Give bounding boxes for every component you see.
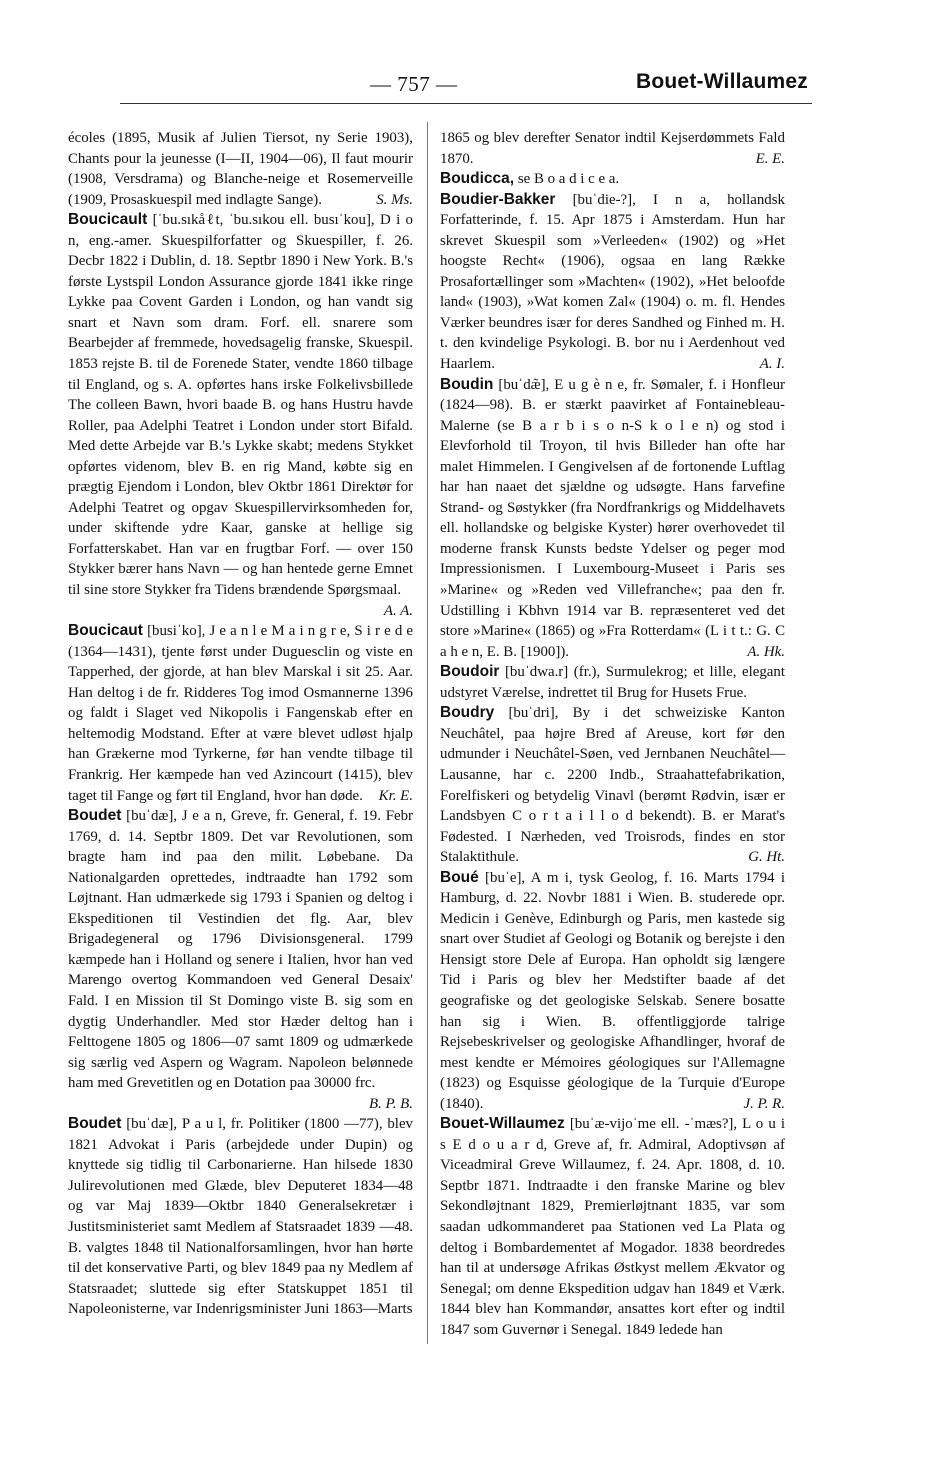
entry-signature: E. E. bbox=[755, 150, 785, 167]
entry-boudoir bbox=[440, 662, 785, 703]
entry-boucicault-dion bbox=[68, 210, 413, 619]
entry-signature: G. Ht. bbox=[748, 849, 785, 866]
entry-signature: A. A. bbox=[383, 602, 413, 619]
entry-text: [buˈæ-vijoˈme ell. -ˈmæs?], L o u i s E d o u a r d, Greve af, fr. Admiral, Adoptivsøn af Viceadmiral Greve Willaumez, f. 24. Apr. 1808, d. 10. Septbr 1871. Indtraadte i den franske Marine og blev Sekondløjtnant 1829, Premierløjtnant 1835, var som saadan udkommanderet paa Stationen ved La Plata og deltog i Bombardementet af Mogador. 1838 beordredes han til at undersøge Afrikas Østkyst mellem Ækvator og Senegal; om denne Ekspedition udgav han 1849 et Værk. 1844 blev han Kommandør, ansattes kort efter og indtil 1847 som Guvernør i Senegal. 1849 ledede han bbox=[440, 1116, 785, 1338]
head-word: Bouet-Willaumez bbox=[440, 1115, 565, 1133]
left-column bbox=[68, 128, 413, 1320]
entry-text: [buˈdæ], J e a n, Greve, fr. General, f. 19. Febr 1769, d. 14. Septbr 1809. Det var Revolutionen, som bragte ham ind paa den milit. Løbebane. Da Nationalgarden oprettedes, indtraadte han 1792 som Løjtnant. Han udmærkede sig 1793 i Spanien og deltog i Ekspeditionen til Vestindien det flg. Aar, blev Brigadegeneral og 1796 Divisionsgeneral. 1799 kæmpede han i Holland og senere i Italien, hvor han ved Marengo overtog Kommandoen ved General Desaix' Fald. I en Mission til St Domingo viste B. sig som en dygtig Underhandler. Med stor Hæder deltog han i Felttogene 1805 og 1806—07 samt 1809 og udmærkede sig særlig ved Aspern og Wagram. Napoleon belønnede ham med Grevetitlen og en Dotation paa 30000 frc. bbox=[68, 808, 413, 1092]
page-number: — 757 — bbox=[370, 72, 458, 96]
entry-text: [busiˈko], J e a n l e M a i n g r e, S i r e d e (1364—1431), tjente først under Duguesclin og viste en Tapperhed, der gjorde, at han blev Marskal i sit 25. Aar. Han deltog i de fr. Ridderes Tog imod Osmannerne 1396 og faldt i Slaget ved Nikopolis i Fangenskab efter en heltemodig Modstand. Efter at være blevet udløst hjalp han Grækerne mod Tyrkerne, før han vendte tilbage til Frankrig. Her kæmpede han ved Azincourt (1415), blev taget til Fange og ført til England, hvor han døde. bbox=[68, 623, 413, 804]
entry-text: se B o a d i c e a. bbox=[517, 171, 620, 188]
entry-boucicaut bbox=[68, 621, 413, 806]
entry-text: écoles (1895, Musik af Julien Tiersot, ny Serie 1903), Chants pour la jeunesse (I—II, 1904—06), Il faut mourir (1908, Versdrama) og Blanche-neige et Rosemerveille (1909, Prosaskuespil med indlagte Sange). bbox=[68, 130, 413, 208]
entry-text: [buˈdæ̃], E u g è n e, fr. Sømaler, f. i Honfleur (1824—98). B. er stærkt paavirket af Fontainebleau-Malerne (se B a r b i s o n-S k o l e n) og stod i Elevforhold til Troyon, til hvis Billeder han ofte har malet Himmelen. I Gengivelsen af de fortonende Luftlag har han naaet det sjældne og udsøgte. Hans farvefine Strand- og Søstykker (fra Nordfrankrigs og Middelhavets ell. hollandske og belgiske Kyster) hører overhovedet til moderne fransk Kunsts bedste Ydelser og peger mod Impressionismen. I Luxembourg-Museet i Paris ses »Marine« og »Reden ved Villefranche«; paa den fr. Udstilling i Kbhvn 1914 var B. repræsenteret ved det store »Marine« (1865) og »Fra Rotterdam« (L i t t.: G. C a h e n, E. B. [1900]). bbox=[440, 376, 785, 660]
entry-text: [buˈdie-?], I n a, hollandsk Forfatterinde, f. 15. Apr 1875 i Amsterdam. Hun har skrevet Skuespil som »Verleeden« (1902) og »Het hoogste Recht« (1906), ogsaa en lang Række Prosafortællinger som »Machten« (1902), »Het beloofde land« (1903), »Wat komen Zal« (1904) o. m. fl. Hendes Værker beundres især for deres Sandhed og Finhed m. H. t. den kvindelige Psykologi. B. bor nu i Aerdenhout ved Haarlem. bbox=[440, 191, 785, 373]
entry-text: [buˈdri], By i det schweiziske Kanton Neuchâtel, paa højre Bred af Areuse, kort før den udmunder i Neuchâtel-Søen, ved Jernbanen Neuchâtel—Lausanne, har c. 2200 Indb., Straahattefabrikation, Forelfiskeri og betydelig Vinavl (berømt Rødvin, især er Landsbyen C o r t a i l l o d bekendt). B. er Marat's Fødested. I Nærheden, ved Troisrods, findes en stor Stalaktithule. bbox=[440, 705, 785, 866]
entry-text: [buˈdæ], P a u l, fr. Politiker (1800 —77), blev 1821 Advokat i Paris (arbejdede under Dupin) og knyttede sig tidlig til Carbonarierne. Han hilsede 1830 Julirevolutionen med Glæde, blev Deputeret 1834—48 og var Maj 1839—Oktbr 1840 Generalsekretær i Justitsministeriet samt Medlem af Statsraadet 1839 —48. B. valgtes 1848 til Nationalforsamlingen, hvor han hørte til det konservative Parti, og blev 1849 paa ny Medlem af Statsraadet; sluttede sig efter Statskuppet 1851 til Napoleonisterne, var Indenrigsminister Juni 1863—Marts bbox=[68, 1116, 413, 1318]
entry-boudry bbox=[440, 703, 785, 867]
page-header bbox=[120, 68, 812, 104]
head-word: Boudoir bbox=[440, 663, 500, 681]
entry-signature: S. Ms. bbox=[376, 191, 413, 208]
head-word: Boucicault bbox=[68, 211, 148, 229]
entry-bouet-willaumez bbox=[440, 1114, 785, 1340]
entry-signature: Kr. E. bbox=[378, 787, 413, 804]
entry-continuation bbox=[440, 128, 785, 169]
entry-boudet-paul bbox=[68, 1114, 413, 1319]
head-word: Boudry bbox=[440, 704, 495, 722]
entry-signature: B. P. B. bbox=[369, 1095, 413, 1112]
running-head: Bouet-Willaumez bbox=[636, 70, 808, 93]
entry-text: [ˈbu.sıkåℓt, ˈbu.sıkou ell. busıˈkou], D i o n, eng.-amer. Skuespilforfatter og Skuespiller, f. 26. Decbr 1822 i Dublin, d. 18. Septbr 1890 i New York. B.'s første Lystspil London Assurance gjorde 1841 ikke ringe Lykke paa Covent Garden i London, og han vandt sig snart et Navn som dram. Forf. ell. snarere som Bearbejder af fremmede, hovedsagelig franske, Skuespil. 1853 rejste B. til de Forenede Stater, vendte 1860 tilbage til England, og s. A. opførtes hans irske Folkelivsbillede The colleen Bawn, hvori baade B. og hans Hustru havde Roller, paa Adelphi Teatret i London under stort Bifald. Med dette Arbejde var B.'s Lykke skabt; medens Stykket opførtes videnom, blev B. en rig Mand, købte sig en prægtig Ejendom i London, blev Oktbr 1861 Direktør for Adelphi Teatret og opgav Skuespillervirksomheden for, under skiftende ydre Kaar, ganske at hellige sig Forfatterskabet. Han var en frugtbar Forf. — over 150 Stykker bærer hans Navn — og han hentede gerne Emnet til sine store Stykker fra Tidens brændende Spørgsmaal. bbox=[68, 212, 413, 599]
entry-boudier-bakker bbox=[440, 190, 785, 375]
head-word: Boucicaut bbox=[68, 622, 143, 640]
entry-boue bbox=[440, 868, 785, 1115]
entry-signature: J. P. R. bbox=[743, 1095, 785, 1112]
entry-boudin bbox=[440, 375, 785, 663]
entry-signature: A. I. bbox=[759, 356, 785, 373]
entry-boudet-jean bbox=[68, 806, 413, 1112]
right-column bbox=[440, 128, 785, 1340]
entry-text: [buˈdwa.r] (fr.), Surmulekrog; et lille, elegant udstyret Værelse, indrettet til Brug for Husets Frue. bbox=[440, 664, 785, 701]
entry-signature: A. Hk. bbox=[747, 643, 785, 660]
head-word: Boudier-Bakker bbox=[440, 190, 556, 208]
head-word: Boudin bbox=[440, 375, 494, 393]
head-word: Boué bbox=[440, 868, 479, 886]
entry-continuation bbox=[68, 128, 413, 210]
head-word: Boudicca, bbox=[440, 170, 515, 188]
head-word: Boudet bbox=[68, 1115, 122, 1133]
entry-boudicca bbox=[440, 169, 785, 190]
head-word: Boudet bbox=[68, 807, 122, 825]
entry-text: 1865 og blev derefter Senator indtil Kejserdømmets Fald 1870. bbox=[440, 130, 785, 167]
column-divider bbox=[427, 122, 428, 1344]
entry-text: [buˈe], A m i, tysk Geolog, f. 16. Marts 1794 i Hamburg, d. 22. Novbr 1881 i Wien. B. studerede opr. Medicin i Genève, Edinburgh og Paris, men kastede sig snart over Studiet af Geologi og Botanik og berejste i den Hensigt store Dele af Europa. Han opholdt sig længere Tid i Paris og blev her Medstifter baade af det geografiske og det geologiske Selskab. Senere bosatte han sig i Wien. B. offentliggjorde talrige Rejsebeskrivelser og geologiske Afhandlinger, hvoraf de mest kendte er Mémoires géologiques sur l'Allemagne (1823) og Esquisse géologique de la Turquie d'Europe (1840). bbox=[440, 869, 785, 1112]
